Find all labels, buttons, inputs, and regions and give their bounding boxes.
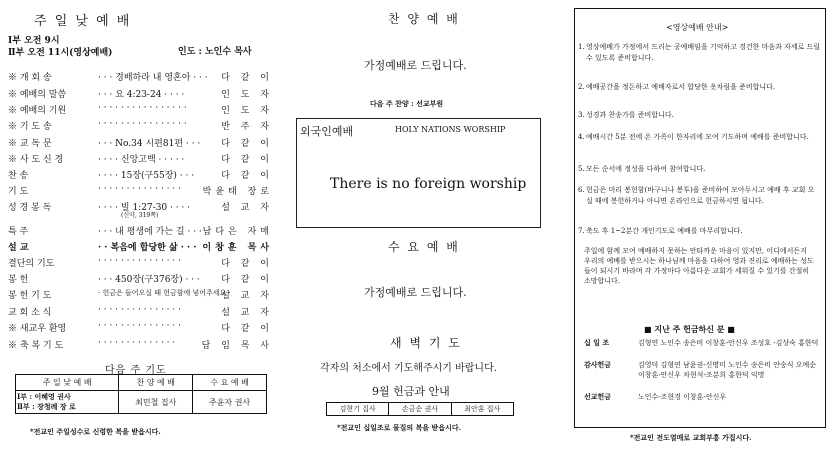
item-detail: · · · · 빌 1:27-30 · · · · bbox=[98, 203, 191, 213]
table-header: 주 일 낮 예 배 bbox=[16, 375, 119, 391]
guide-item bbox=[578, 164, 821, 175]
item-label: ※ 축 복 기 도 bbox=[8, 341, 64, 351]
item-person: 설 교 자 bbox=[221, 291, 273, 301]
giver-label: 감사헌금 bbox=[584, 360, 612, 369]
item-detail: · · · 요 4:23-24 · · · · bbox=[98, 90, 185, 100]
item-number: 4. bbox=[578, 133, 585, 141]
guide-item bbox=[578, 42, 821, 64]
table-header: 찬 양 예 배 bbox=[119, 375, 193, 391]
guide-item bbox=[578, 82, 821, 93]
item-number: 1. bbox=[578, 43, 585, 51]
list-item bbox=[8, 103, 273, 117]
praise-panel bbox=[282, 0, 558, 451]
section-text: 가정예배로 드립니다. bbox=[364, 59, 467, 72]
giver-names: 노인수-조현경 이창훈-안신우 bbox=[638, 393, 727, 401]
item-detail: · · · 450장(구376장) · · · bbox=[98, 275, 200, 285]
table-cell: 최민철 집사 bbox=[119, 391, 193, 414]
item-text: 성경과 찬송가를 준비합니다. bbox=[586, 111, 674, 119]
list-item bbox=[8, 240, 273, 254]
offering-table bbox=[326, 402, 514, 416]
givers-title: ■ 지난 주 헌금하신 분 ■ bbox=[644, 324, 735, 334]
section-title: 수 요 예 배 bbox=[388, 240, 460, 254]
table-cell: 주윤자 권사 bbox=[193, 391, 267, 414]
item-person: 다 같 이 bbox=[221, 275, 273, 285]
item-detail: · · · · · · · · · · · · · · bbox=[98, 338, 176, 348]
item-label: ※ 새교우 환영 bbox=[8, 324, 67, 334]
footer-note: *전교인 주일성수로 신령한 복을 받읍시다. bbox=[30, 427, 161, 436]
footer-note: *전교인 전도열매로 교회부흥 가집시다. bbox=[630, 433, 752, 442]
list-item bbox=[8, 305, 273, 319]
guide-item bbox=[578, 185, 821, 207]
item-detail: · · · · · · · · · · · · · · · · bbox=[98, 119, 187, 129]
section-text: 가정예배로 드립니다. bbox=[364, 286, 467, 299]
table-cell: Ⅰ부 : 이혜영 권사 Ⅱ부 : 장청례 장 로 bbox=[16, 391, 119, 414]
item-number: 6. bbox=[578, 186, 585, 194]
item-label: ※ 예배의 말씀 bbox=[8, 90, 67, 100]
section-title: 새 벽 기 도 bbox=[390, 336, 462, 350]
item-label: 기 도 bbox=[8, 187, 29, 197]
service-second: Ⅱ부 오전 11시(영상예배) bbox=[8, 48, 113, 58]
list-item bbox=[8, 272, 273, 286]
item-label: 특 주 bbox=[8, 227, 29, 237]
item-label: ※ 기 도 송 bbox=[8, 122, 52, 132]
item-label: ※ 개 회 송 bbox=[8, 73, 52, 83]
item-detail: · · 복음에 합당한 삶 · · · bbox=[98, 243, 197, 253]
item-label: 결단의 기도 bbox=[8, 259, 55, 269]
worship-order-panel bbox=[0, 0, 282, 451]
offering-title: 9월 헌금과 안내 bbox=[372, 385, 450, 398]
item-detail: · · · 경배하라 내 영혼아 · · · bbox=[98, 73, 208, 83]
item-label: 설 교 bbox=[8, 243, 29, 253]
list-item bbox=[8, 168, 273, 182]
list-item bbox=[8, 87, 273, 101]
item-person: 박윤태 장로 bbox=[202, 187, 273, 197]
box-text: There is no foreign worship bbox=[330, 176, 527, 192]
guide-paragraph: 주일에 함께 모여 예배하지 못하는 안타까운 마음이 있지만, 어디에서든지 우리의 예배를 받으시는 하나님께 마음을 다하여 영과 진리로 예배하는 성도들이 되시기 바라며 각 가정마다 아름다운 교회가 세워질 수 있기를 간절히 소망합니다. bbox=[584, 247, 814, 285]
item-detail: · · · · · · · · · · · · · · · bbox=[98, 321, 181, 331]
item-detail: · · · No.34 시편81편 · · · bbox=[98, 139, 201, 149]
giver-names: 김영덕 김형연 남윤권-신명미 노인수 송은비 안숭식 오예순 이창훈-안신우 차현석-조분희 홍한덕 익명 bbox=[638, 361, 817, 379]
giver-names: 김형연 노인수 송은비 이창훈-안신우 조성호 -김상숙 홍한덕 bbox=[638, 339, 819, 347]
item-subnote: (신약, 319쪽) bbox=[121, 212, 159, 219]
leader: 인도 : 노인수 목사 bbox=[178, 47, 252, 57]
item-text: 영상예배가 가정에서 드리는 공예배임을 기억하고 경건한 마음과 자세로 드릴 수 있도록 준비합니다. bbox=[586, 43, 821, 62]
item-detail: · 헌금은 들어오실 때 헌금함에 넣어주세요 · bbox=[98, 289, 231, 297]
item-person: 다 같 이 bbox=[221, 139, 273, 149]
guide-item bbox=[578, 226, 821, 237]
list-item bbox=[8, 184, 273, 198]
service-first: Ⅰ부 오전 9시 bbox=[8, 36, 60, 46]
guide-item bbox=[578, 132, 821, 143]
list-item bbox=[8, 321, 273, 335]
item-person: 다 같 이 bbox=[221, 259, 273, 269]
list-item bbox=[8, 256, 273, 270]
item-label: 봉 헌 bbox=[8, 275, 29, 285]
item-person: 다 같 이 bbox=[221, 324, 273, 334]
table-cell: 손금순 권사 bbox=[389, 403, 451, 416]
item-text: 예배공간을 정돈하고 예배자로서 합당한 옷차림을 준비합니다. bbox=[586, 83, 776, 91]
item-text: 축도 후 1~2분간 개인기도로 예배를 마무리합니다. bbox=[586, 227, 743, 235]
box-title-en: HOLY NATIONS WORSHIP bbox=[395, 125, 506, 134]
item-number: 7. bbox=[578, 227, 585, 235]
item-label: ※ 교 독 문 bbox=[8, 139, 52, 149]
item-detail: · · · · · · · · · · · · · · · bbox=[98, 305, 181, 315]
item-label: 성 경 봉 독 bbox=[8, 203, 52, 213]
item-text: 헌금은 미리 봉헌함(바구니나 봉투)을 준비하여 모아두시고 예배 후 교회 오실 때에 봉헌하거나 아니면 온라인으로 헌금하시면 됩니다. bbox=[586, 186, 815, 205]
item-person: 인 도 자 bbox=[221, 90, 273, 100]
item-person: 다 같 이 bbox=[221, 171, 273, 181]
footer-note: *전교인 십일조로 물질의 복을 받읍시다. bbox=[337, 423, 462, 432]
item-person: 인 도 자 bbox=[221, 106, 273, 116]
box-title-kr: 외국인예배 bbox=[300, 125, 354, 138]
item-person: 설 교 자 bbox=[221, 203, 273, 213]
item-person: 다 같 이 bbox=[221, 155, 273, 165]
item-person: 이창훈 목사 bbox=[202, 243, 273, 253]
next-prayer-title: 다음 주 기도 bbox=[105, 365, 167, 376]
item-label: 봉 헌 기 도 bbox=[8, 291, 52, 301]
list-item bbox=[8, 136, 273, 150]
item-detail: · · · · · · · · · · · · · · · bbox=[98, 256, 181, 266]
giver-label: 선교헌금 bbox=[584, 392, 612, 401]
list-item bbox=[8, 288, 273, 302]
list-item bbox=[8, 200, 273, 219]
giver-label: 십 일 조 bbox=[584, 338, 610, 347]
foreign-worship-box bbox=[296, 118, 541, 228]
item-label: ※ 예배의 기원 bbox=[8, 106, 67, 116]
item-person: 설 교 자 bbox=[221, 308, 273, 318]
page-title: 주 일 낮 예 배 bbox=[34, 14, 132, 29]
next-prayer-table bbox=[15, 374, 267, 414]
item-person: 반 주 자 bbox=[221, 122, 273, 132]
section-text: 각자의 처소에서 기도해주시기 바랍니다. bbox=[320, 363, 497, 374]
item-number: 2. bbox=[578, 83, 585, 91]
list-item bbox=[8, 224, 273, 238]
item-label: 찬 송 bbox=[8, 171, 29, 181]
table-header: 수 요 예 배 bbox=[193, 375, 267, 391]
guide-item bbox=[578, 110, 821, 121]
choir-info: 다음 주 찬양 : 선교부원 bbox=[370, 99, 444, 108]
table-cell: 김현기 집사 bbox=[327, 403, 389, 416]
item-person: 담 임 목 사 bbox=[201, 341, 273, 351]
guide-title: <영상예배 안내> bbox=[666, 23, 729, 32]
item-number: 5. bbox=[578, 165, 585, 173]
list-item bbox=[8, 338, 273, 352]
list-item bbox=[8, 152, 273, 166]
list-item bbox=[8, 70, 273, 84]
item-detail: · · · 내 평생에 가는 길 · · · bbox=[98, 227, 202, 237]
item-label: ※ 사 도 신 경 bbox=[8, 155, 64, 165]
item-label: 교 회 소 식 bbox=[8, 308, 52, 318]
item-detail: · · · · 신앙고백 · · · · · bbox=[98, 155, 185, 165]
section-title: 찬 양 예 배 bbox=[388, 12, 460, 26]
item-text: 모든 순서에 정성을 다하여 참여합니다. bbox=[586, 165, 706, 173]
item-detail: · · · · · · · · · · · · · · · · bbox=[98, 103, 187, 113]
item-detail: · · · · · · · · · · · · · · · bbox=[98, 184, 181, 194]
item-person: 다 같 이 bbox=[221, 73, 273, 83]
item-person: 남다은 자매 bbox=[202, 227, 273, 237]
item-text: 예배시간 5분 전에 온 가족이 한자리에 모여 기도하며 예배를 준비합니다. bbox=[586, 133, 809, 141]
list-item bbox=[8, 119, 273, 133]
table-cell: 최안훈 집사 bbox=[451, 403, 513, 416]
video-worship-panel bbox=[558, 0, 835, 451]
item-detail: · · · · 15장(구55장) · · · bbox=[98, 171, 195, 181]
item-number: 3. bbox=[578, 111, 585, 119]
